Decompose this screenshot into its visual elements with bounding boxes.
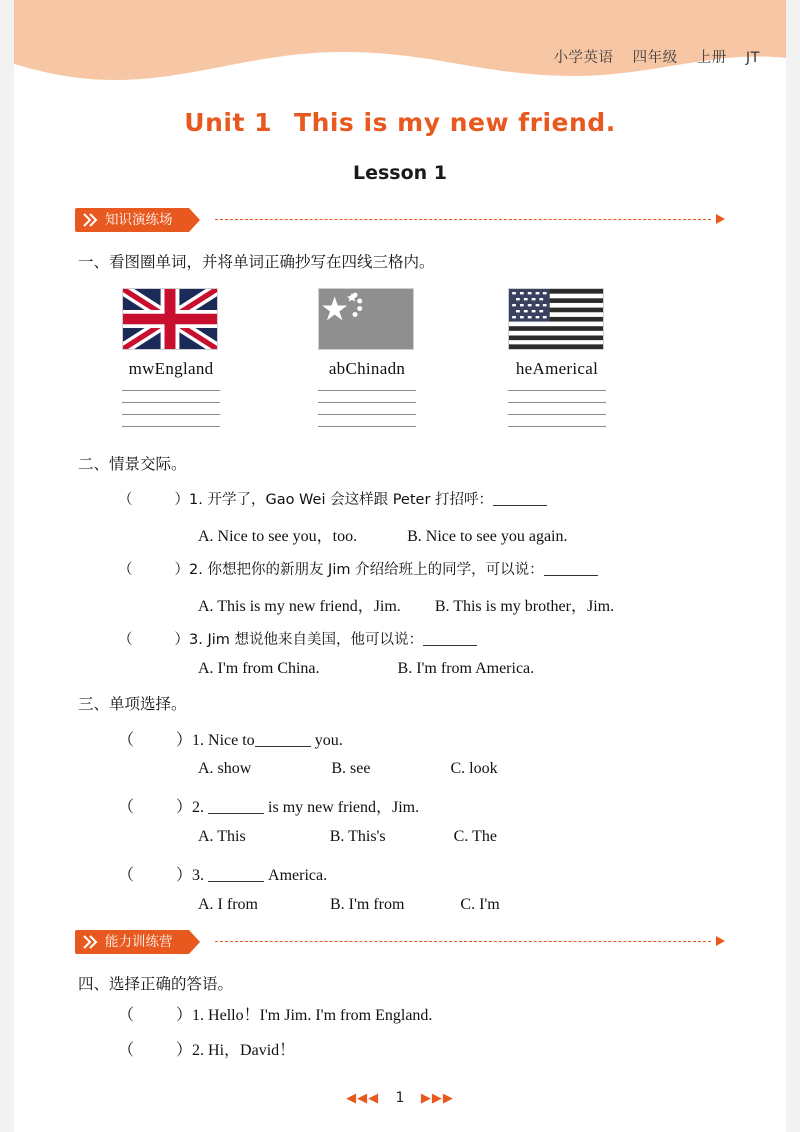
section-3-item-1-options	[198, 760, 498, 778]
section-2-item-3-options	[198, 660, 534, 678]
footer-left-arrows-icon: ◀◀◀	[346, 1091, 380, 1106]
option-3-1-c[interactable]: C. look	[450, 760, 498, 777]
section-4-item-2: （ ）2. Hi，David！	[118, 1042, 296, 1059]
section-2-item-1: （ ）1. 开学了，Gao Wei 会这样跟 Peter 打招呼：	[118, 488, 547, 509]
item-num-3-1: 1.	[192, 732, 205, 749]
option-2-1-a[interactable]: A. Nice to see you，too.	[198, 528, 358, 545]
blank-3-1[interactable]	[255, 730, 311, 747]
item-stem-4-1: Hello！I'm Jim. I'm from England.	[208, 1007, 433, 1024]
section-3-item-3: （ ）3. America.	[118, 867, 328, 884]
banner-tag-knowledge	[75, 208, 189, 232]
page-footer	[0, 1090, 800, 1106]
item-stem-4-2: Hi，David！	[208, 1042, 296, 1059]
writing-lines-usa	[508, 390, 606, 427]
header-meta	[554, 46, 760, 67]
uk-flag-icon	[122, 288, 218, 350]
flag-word-uk: mwEngland	[128, 359, 214, 378]
section-3-item-2: （ ）2. is my new friend，Jim.	[118, 799, 420, 816]
flag-word-china: abChinadn	[328, 359, 406, 378]
blank-3-2[interactable]	[208, 797, 264, 814]
option-3-2-c[interactable]: C. The	[453, 828, 497, 845]
option-2-2-a[interactable]: A. This is my new friend，Jim.	[198, 598, 401, 615]
item-num-4-1: 1.	[192, 1007, 205, 1024]
item-stem-2-3: Jim 想说他来自美国，他可以说：	[207, 632, 423, 648]
item-num-2-3: 3.	[189, 632, 203, 648]
double-chevron-icon	[83, 213, 99, 227]
section-2-item-2: （ ）2. 你想把你的新朋友 Jim 介绍给班上的同学，可以说：	[118, 558, 598, 579]
banner-label-knowledge: 知识演练场	[105, 212, 173, 228]
footer-right-arrows-icon: ▶▶▶	[420, 1091, 454, 1106]
option-3-1-b[interactable]: B. see	[331, 760, 371, 777]
flag-item-uk	[122, 288, 220, 427]
header-subject: 小学英语	[553, 50, 614, 66]
option-3-2-b[interactable]: B. This's	[329, 828, 386, 845]
blank-3-3[interactable]	[208, 865, 264, 882]
writing-lines-china	[318, 390, 416, 427]
unit-name: This is my new friend.	[294, 108, 616, 137]
section-3-item-3-options	[198, 896, 500, 914]
section-4-heading: 四、选择正确的答语。	[78, 975, 234, 993]
writing-lines-uk	[122, 390, 220, 427]
item-stem-post-3-2: is my new friend，Jim.	[268, 799, 420, 816]
banner-dash	[215, 219, 711, 220]
blank-2-2[interactable]	[544, 561, 598, 577]
flag-item-china	[318, 288, 416, 427]
banner-label-ability: 能力训练营	[105, 934, 173, 950]
banner-arrow-icon	[716, 214, 725, 224]
blank-2-3[interactable]	[423, 631, 477, 647]
section-3-heading: 三、单项选择。	[78, 695, 187, 713]
option-3-2-a[interactable]: A. This	[198, 828, 246, 845]
option-3-3-b[interactable]: B. I'm from	[329, 896, 405, 913]
section-3-item-2-options	[198, 828, 497, 846]
item-stem-2-2: 你想把你的新朋友 Jim 介绍给班上的同学，可以说：	[207, 562, 544, 578]
banner-tag-ability	[75, 930, 189, 954]
item-num-2-1: 1.	[189, 492, 203, 508]
item-stem-2-1: 开学了，Gao Wei 会这样跟 Peter 打招呼：	[207, 492, 494, 508]
section-banner-knowledge	[75, 208, 725, 232]
section-1-heading: 一、看图圈单词，并将单词正确抄写在四线三格内。	[78, 253, 435, 271]
option-2-3-a[interactable]: A. I'm from China.	[198, 660, 320, 677]
section-banner-ability	[75, 930, 725, 954]
item-num-4-2: 2.	[192, 1042, 205, 1059]
blank-2-1[interactable]	[493, 491, 547, 507]
china-flag-icon	[318, 288, 414, 350]
flag-item-usa	[508, 288, 606, 427]
lesson-title: Lesson 1	[352, 162, 448, 184]
header-grade: 四年级	[632, 50, 678, 66]
double-chevron-icon	[83, 935, 99, 949]
item-stem-pre-3-1: Nice to	[208, 732, 255, 749]
option-2-3-b[interactable]: B. I'm from America.	[397, 660, 535, 677]
header-volume: 上册	[696, 50, 727, 66]
item-stem-post-3-1: you.	[314, 732, 343, 749]
option-3-3-a[interactable]: A. I from	[198, 896, 258, 913]
item-num-3-3: 3.	[192, 867, 205, 884]
usa-flag-icon	[508, 288, 604, 350]
option-2-2-b[interactable]: B. This is my brother，Jim.	[434, 598, 615, 615]
page-number: 1	[395, 1090, 405, 1106]
unit-title	[0, 108, 800, 137]
flag-word-usa: heAmerical	[515, 359, 599, 378]
section-4-item-1: （ ）1. Hello！I'm Jim. I'm from England.	[118, 1007, 433, 1024]
section-2-item-2-options	[198, 593, 614, 616]
item-num-3-2: 2.	[192, 799, 205, 816]
banner-dash	[215, 941, 711, 942]
section-3-item-1: （ ）1. Nice to you.	[118, 732, 343, 749]
header-edition: JT	[745, 50, 760, 66]
item-stem-post-3-3: America.	[268, 867, 328, 884]
banner-arrow-icon	[716, 936, 725, 946]
section-2-item-3: （ ）3. Jim 想说他来自美国，他可以说：	[118, 628, 477, 649]
section-2-item-1-options	[198, 523, 568, 546]
option-3-3-c[interactable]: C. I'm	[460, 896, 500, 913]
option-3-1-a[interactable]: A. show	[198, 760, 252, 777]
unit-number: Unit 1	[184, 108, 273, 137]
item-num-2-2: 2.	[189, 562, 203, 578]
section-2-heading: 二、情景交际。	[78, 455, 187, 473]
option-2-1-b[interactable]: B. Nice to see you again.	[407, 528, 568, 545]
